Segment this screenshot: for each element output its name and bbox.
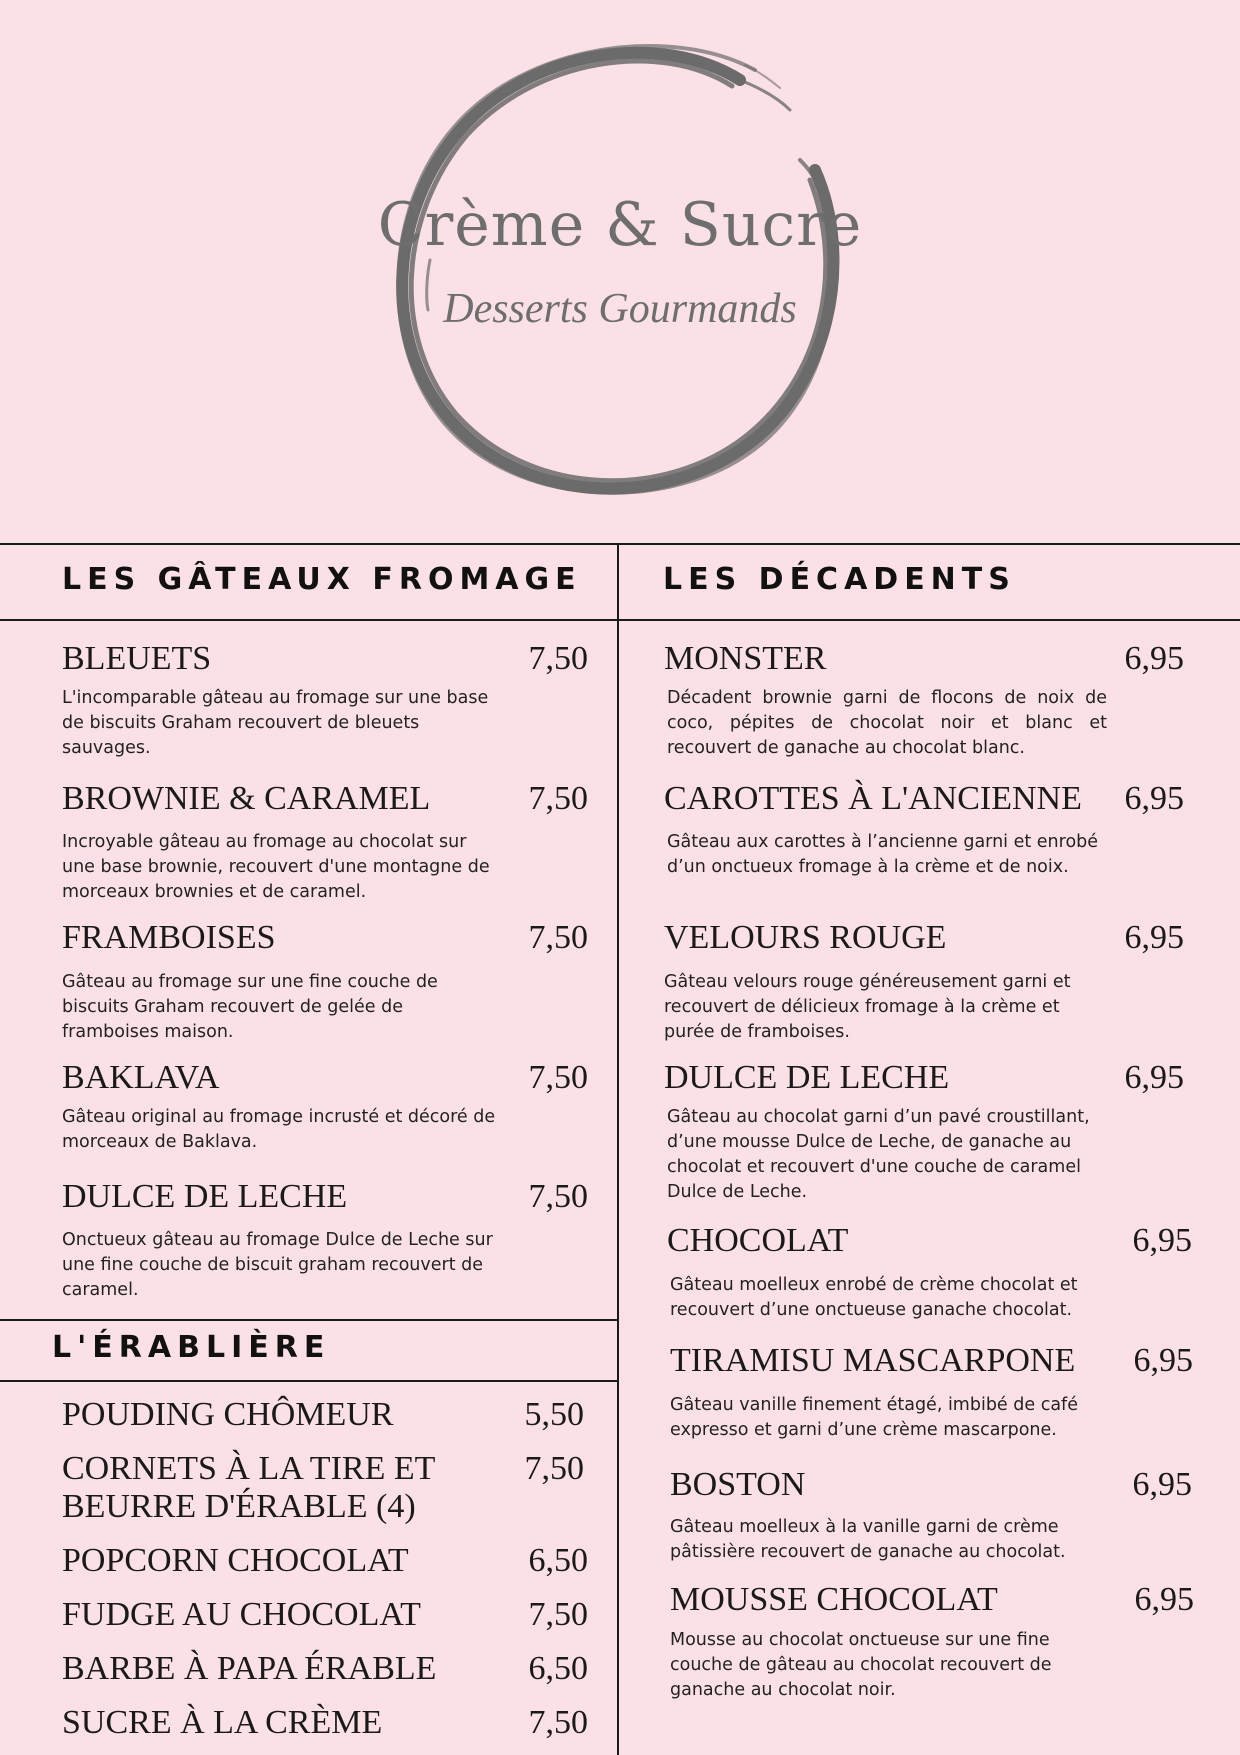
item-description: Gâteau au chocolat garni d’un pavé croustillant, d’une mousse Dulce de Leche, de ganache au chocolat et recouvert d'une couche de caramel Dulce de Leche. xyxy=(667,1107,1090,1202)
item-price: 6,95 xyxy=(1134,1581,1194,1618)
divider-top xyxy=(0,543,1240,545)
item-name: BOSTON xyxy=(670,1466,806,1503)
item-name: CORNETS À LA TIRE ET xyxy=(62,1450,436,1487)
item-price: 6,95 xyxy=(1133,1342,1193,1379)
item-name: BROWNIE & CARAMEL xyxy=(62,780,431,817)
item-price: 7,50 xyxy=(528,640,588,677)
divider-erabliere-bottom xyxy=(0,1380,619,1382)
item-price: 6,95 xyxy=(1132,1466,1192,1503)
item-name: FRAMBOISES xyxy=(62,919,276,956)
item-price: 7,50 xyxy=(528,1059,588,1096)
item-price: 6,95 xyxy=(1124,919,1184,956)
item-name: CAROTTES À L'ANCIENNE xyxy=(664,780,1082,817)
item-description: Gâteau au fromage sur une fine couche de biscuits Graham recouvert de gelée de framboises maison. xyxy=(62,972,438,1042)
item-description: Gâteau moelleux à la vanille garni de crème pâtissière recouvert de ganache au chocolat. xyxy=(670,1517,1066,1562)
item-name: BAKLAVA xyxy=(62,1059,220,1096)
item-price: 6,95 xyxy=(1132,1222,1192,1259)
item-name: DULCE DE LECHE xyxy=(664,1059,950,1096)
item-price: 6,95 xyxy=(1124,780,1184,817)
section-title-decadents: LES DÉCADENTS xyxy=(663,562,1016,597)
item-price: 7,50 xyxy=(528,1704,588,1741)
item-price: 7,50 xyxy=(528,1178,588,1215)
item-name: DULCE DE LECHE xyxy=(62,1178,348,1215)
item-name: MONSTER xyxy=(664,640,827,677)
item-price: 6,95 xyxy=(1124,1059,1184,1096)
item-name: TIRAMISU MASCARPONE xyxy=(670,1342,1076,1379)
section-title-erabliere: L'ÉRABLIÈRE xyxy=(52,1330,331,1365)
item-price: 7,50 xyxy=(528,780,588,817)
item-description: Gâteau aux carottes à l’ancienne garni et enrobé d’un onctueux fromage à la crème et de noix. xyxy=(667,832,1099,877)
item-description: Gâteau vanille finement étagé, imbibé de café expresso et garni d’une crème mascarpone. xyxy=(670,1395,1078,1440)
item-name: CHOCOLAT xyxy=(667,1222,849,1259)
divider-vertical xyxy=(617,543,619,1755)
brand-subtitle: Desserts Gourmands xyxy=(443,286,797,332)
item-name: SUCRE À LA CRÈME xyxy=(62,1704,383,1741)
section-title-cheesecakes: LES GÂTEAUX FROMAGE xyxy=(62,562,582,597)
item-name: BARBE À PAPA ÉRABLE xyxy=(62,1650,437,1687)
item-price: 7,50 xyxy=(528,1596,588,1633)
logo-circle xyxy=(360,10,880,530)
item-description: Incroyable gâteau au fromage au chocolat sur une base brownie, recouvert d'une montagne de morceaux brownies et de caramel. xyxy=(62,832,490,902)
item-price: 5,50 xyxy=(524,1396,584,1433)
item-name: FUDGE AU CHOCOLAT xyxy=(62,1596,421,1633)
item-description: Gâteau velours rouge généreusement garni et recouvert de délicieux fromage à la crème et purée de framboises. xyxy=(664,972,1071,1042)
divider-erabliere-top xyxy=(0,1319,619,1321)
divider-header-bottom xyxy=(0,619,1240,621)
item-description: Onctueux gâteau au fromage Dulce de Leche sur une fine couche de biscuit graham recouvert de caramel. xyxy=(62,1230,493,1300)
item-name: BLEUETS xyxy=(62,640,212,677)
item-name: MOUSSE CHOCOLAT xyxy=(670,1581,998,1618)
item-name: VELOURS ROUGE xyxy=(664,919,947,956)
item-description: Gâteau moelleux enrobé de crème chocolat et recouvert d’une onctueuse ganache chocolat. xyxy=(670,1275,1078,1320)
item-description: Mousse au chocolat onctueuse sur une fine couche de gâteau au chocolat recouvert de ganache au chocolat noir. xyxy=(670,1630,1052,1700)
item-description: Décadent brownie garni de flocons de noix de coco, pépites de chocolat noir et blanc et recouvert de ganache au chocolat blanc. xyxy=(667,688,1107,758)
item-price: 7,50 xyxy=(528,919,588,956)
item-name: POUDING CHÔMEUR xyxy=(62,1396,394,1433)
item-price: 7,50 xyxy=(524,1450,584,1487)
item-name-line2: BEURRE D'ÉRABLE (4) xyxy=(62,1488,416,1525)
brand-title: Crème & Sucre xyxy=(377,190,863,260)
item-price: 6,95 xyxy=(1124,640,1184,677)
item-price: 6,50 xyxy=(528,1650,588,1687)
item-description: L'incomparable gâteau au fromage sur une base de biscuits Graham recouvert de bleuets sauvages. xyxy=(62,688,489,758)
item-description: Gâteau original au fromage incrusté et décoré de morceaux de Baklava. xyxy=(62,1107,496,1152)
item-name: POPCORN CHOCOLAT xyxy=(62,1542,409,1579)
item-price: 6,50 xyxy=(528,1542,588,1579)
